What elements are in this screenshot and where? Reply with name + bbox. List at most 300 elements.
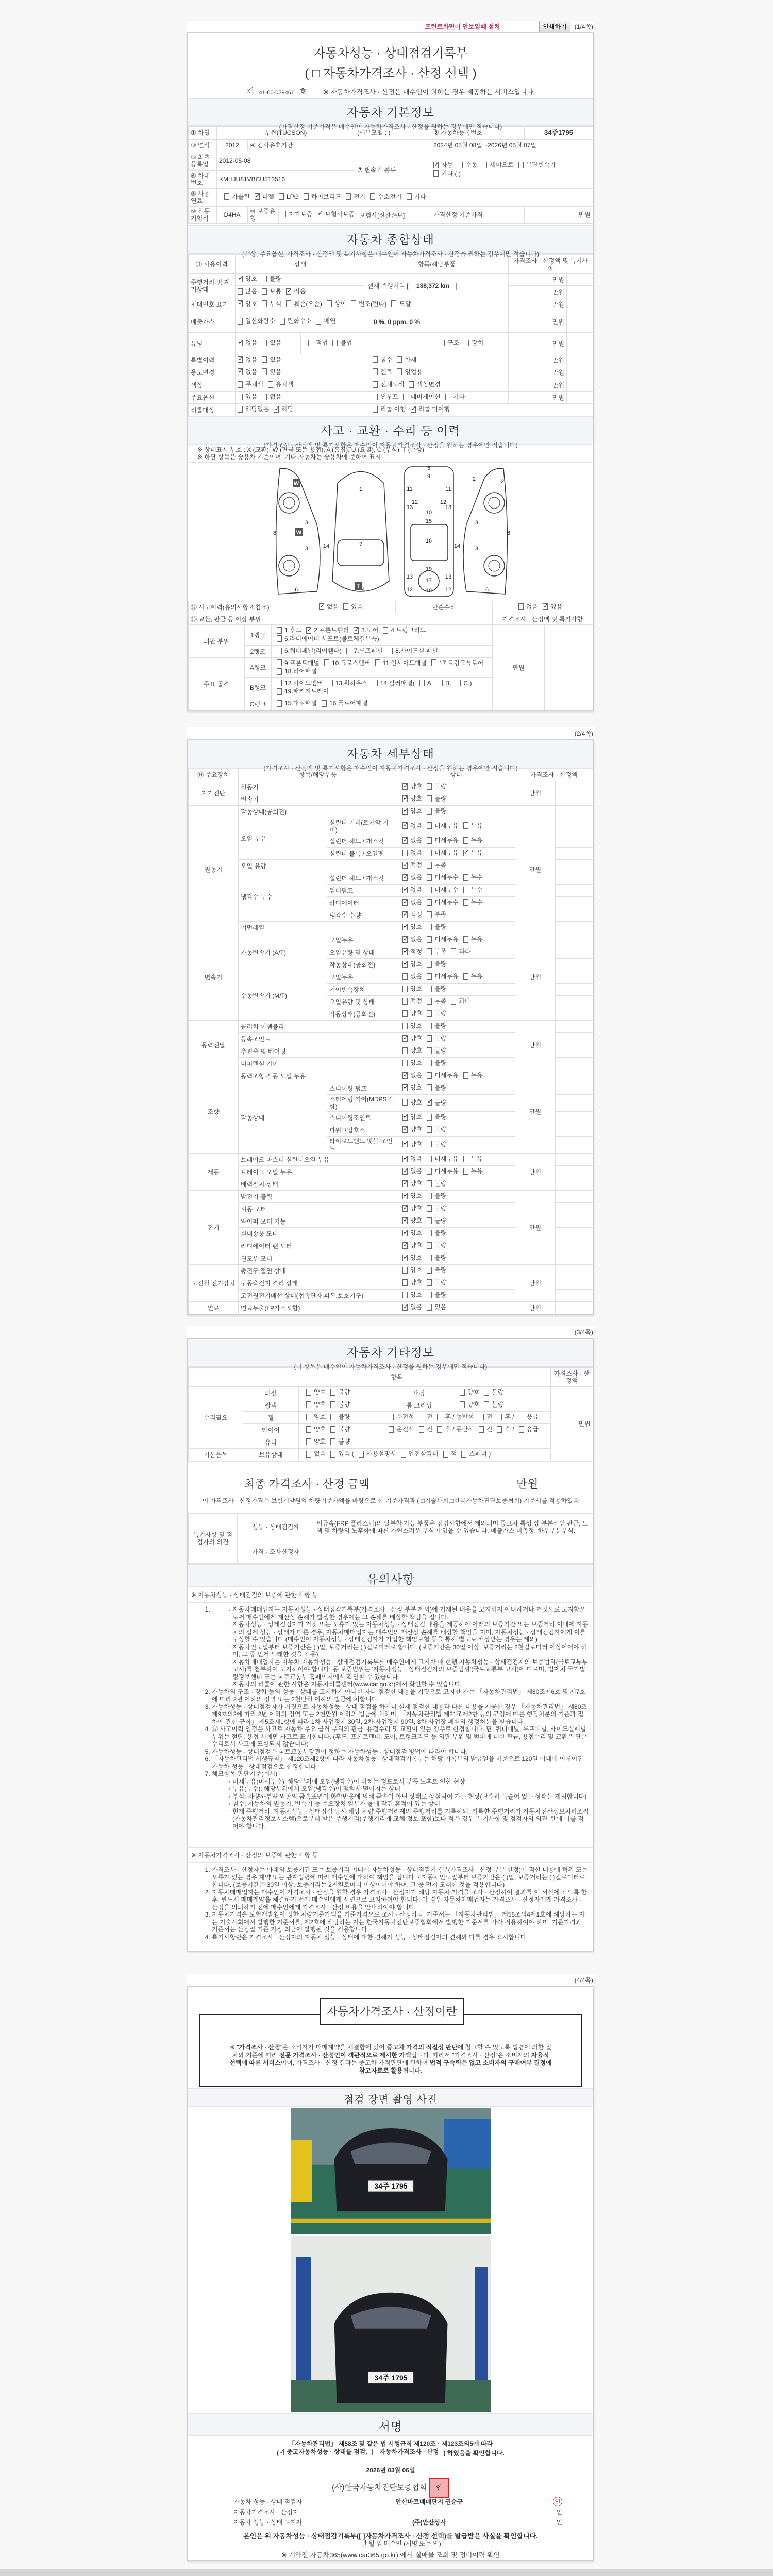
price-input-cell[interactable] — [556, 818, 593, 835]
checkbox-option[interactable] — [464, 339, 483, 346]
checkbox-option[interactable] — [262, 368, 281, 376]
checkbox-option[interactable] — [402, 923, 422, 930]
checkbox-option[interactable] — [330, 1426, 350, 1433]
checked-box-icon[interactable] — [411, 406, 416, 413]
empty-box-icon[interactable] — [277, 680, 282, 686]
checkbox-option[interactable] — [463, 849, 483, 856]
checkbox-option[interactable] — [427, 1099, 446, 1106]
checkbox-option[interactable] — [519, 1413, 539, 1420]
checkbox-option[interactable] — [463, 1155, 483, 1162]
empty-box-icon[interactable] — [403, 394, 408, 400]
checkbox-option[interactable] — [373, 680, 415, 687]
checkbox-option[interactable] — [519, 1426, 539, 1433]
empty-box-icon[interactable] — [463, 973, 468, 980]
print-install-link[interactable]: 프린트화면이 안보일때 설치 — [425, 23, 500, 30]
checkbox-option[interactable] — [401, 1450, 439, 1458]
checkbox-option[interactable] — [463, 1167, 483, 1175]
checkbox-option[interactable] — [443, 1450, 457, 1458]
price-input-cell[interactable] — [556, 909, 593, 922]
checkbox-option[interactable] — [427, 1167, 458, 1175]
checked-box-icon[interactable] — [402, 948, 408, 955]
checkbox-option[interactable] — [461, 1450, 491, 1458]
checked-box-icon[interactable] — [238, 276, 243, 282]
checkbox-option[interactable] — [402, 1126, 422, 1133]
checkbox-option[interactable] — [286, 300, 322, 308]
checked-box-icon[interactable] — [238, 356, 243, 363]
price-input-cell[interactable] — [556, 1124, 593, 1137]
checkbox-option[interactable] — [402, 849, 422, 856]
checkbox-option[interactable] — [402, 1217, 422, 1224]
empty-box-icon[interactable] — [427, 998, 432, 1005]
checkbox-option[interactable] — [238, 300, 257, 308]
checkbox-option[interactable] — [402, 795, 422, 802]
checkbox-option[interactable] — [427, 899, 458, 906]
empty-box-icon[interactable] — [306, 1451, 311, 1458]
empty-box-icon[interactable] — [518, 162, 524, 168]
price-input-cell[interactable] — [556, 1070, 593, 1082]
price-input-cell[interactable] — [556, 984, 593, 996]
empty-box-icon[interactable] — [427, 1072, 432, 1079]
empty-box-icon[interactable] — [402, 1060, 408, 1066]
checkbox-option[interactable] — [402, 1010, 422, 1017]
empty-box-icon[interactable] — [427, 973, 432, 980]
price-input-cell[interactable] — [556, 1203, 593, 1215]
empty-box-icon[interactable] — [456, 680, 461, 686]
price-input-cell[interactable] — [556, 835, 593, 848]
price-input-cell[interactable] — [556, 897, 593, 909]
checkbox-option[interactable] — [351, 300, 386, 308]
empty-box-icon[interactable] — [306, 1401, 311, 1408]
checkbox-option[interactable] — [402, 1084, 422, 1091]
price-input-cell[interactable] — [556, 946, 593, 959]
empty-box-icon[interactable] — [316, 318, 321, 325]
checkbox-option[interactable] — [433, 170, 461, 177]
car365-notice[interactable]: ※ 계약전 자동차365(www.car365.go.kr) 에서 실매물 조회 및 정비이력 확인 — [281, 2551, 500, 2559]
checkbox-option[interactable] — [306, 1438, 326, 1445]
price-input-cell[interactable] — [556, 1240, 593, 1252]
empty-box-icon[interactable] — [443, 1451, 448, 1458]
checkbox-option[interactable] — [238, 368, 257, 376]
empty-box-icon[interactable] — [427, 961, 432, 968]
price-input-cell[interactable] — [556, 1290, 593, 1302]
checkbox-option[interactable] — [330, 1450, 354, 1458]
checkbox-option[interactable] — [427, 1126, 446, 1133]
checkbox-option[interactable] — [402, 822, 422, 829]
empty-box-icon[interactable] — [427, 1292, 432, 1298]
checkbox-option[interactable] — [419, 680, 433, 687]
empty-box-icon[interactable] — [359, 1451, 364, 1458]
checkbox-option[interactable] — [277, 688, 329, 695]
checked-box-icon[interactable] — [402, 899, 408, 906]
empty-box-icon[interactable] — [427, 850, 432, 856]
checkbox-option[interactable] — [460, 1401, 479, 1408]
empty-box-icon[interactable] — [427, 783, 432, 790]
checkbox-option[interactable] — [262, 393, 281, 400]
checked-box-icon[interactable] — [402, 822, 408, 829]
price-input-cell[interactable] — [556, 1178, 593, 1191]
checkbox-option[interactable] — [279, 2448, 367, 2456]
empty-box-icon[interactable] — [238, 394, 243, 400]
checkbox-option[interactable] — [375, 659, 427, 667]
empty-box-icon[interactable] — [427, 1035, 432, 1042]
checkbox-option[interactable] — [484, 1401, 503, 1408]
checkbox-option[interactable] — [427, 1059, 446, 1066]
checkbox-option[interactable] — [427, 1022, 446, 1029]
checkbox-option[interactable] — [319, 603, 339, 611]
empty-box-icon[interactable] — [427, 887, 432, 893]
empty-box-icon[interactable] — [279, 193, 284, 200]
checked-box-icon[interactable] — [402, 837, 408, 844]
empty-box-icon[interactable] — [427, 1180, 432, 1187]
checkbox-option[interactable] — [373, 381, 404, 388]
checkbox-option[interactable] — [497, 1426, 514, 1433]
empty-box-icon[interactable] — [463, 837, 468, 844]
checkbox-option[interactable] — [373, 405, 406, 413]
empty-box-icon[interactable] — [332, 340, 338, 346]
checked-box-icon[interactable] — [402, 961, 408, 968]
price-input-cell[interactable] — [556, 959, 593, 971]
empty-box-icon[interactable] — [427, 822, 432, 829]
price-input-cell[interactable] — [556, 781, 593, 793]
price-input-cell[interactable] — [556, 793, 593, 806]
checkbox-option[interactable] — [427, 985, 446, 992]
checkbox-option[interactable] — [238, 275, 257, 282]
empty-box-icon[interactable] — [427, 1205, 432, 1212]
price-input-cell[interactable] — [556, 1033, 593, 1045]
checked-box-icon[interactable] — [402, 1193, 408, 1199]
empty-box-icon[interactable] — [401, 1451, 406, 1458]
empty-box-icon[interactable] — [262, 276, 267, 282]
checkbox-option[interactable] — [427, 1242, 446, 1249]
empty-box-icon[interactable] — [427, 1304, 432, 1311]
empty-box-icon[interactable] — [324, 659, 329, 666]
checked-box-icon[interactable] — [255, 193, 260, 200]
checkbox-option[interactable] — [268, 381, 294, 388]
empty-box-icon[interactable] — [427, 1047, 432, 1054]
empty-box-icon[interactable] — [463, 899, 468, 906]
checkbox-option[interactable] — [277, 700, 317, 707]
empty-box-icon[interactable] — [427, 1156, 432, 1162]
empty-box-icon[interactable] — [262, 356, 267, 363]
checked-box-icon[interactable] — [427, 1099, 432, 1106]
empty-box-icon[interactable] — [402, 1010, 408, 1017]
checkbox-option[interactable] — [427, 822, 458, 829]
checkbox-option[interactable] — [306, 626, 349, 634]
checked-box-icon[interactable] — [319, 603, 324, 610]
checkbox-option[interactable] — [359, 1450, 396, 1458]
empty-box-icon[interactable] — [402, 1292, 408, 1298]
empty-box-icon[interactable] — [343, 603, 348, 610]
checked-box-icon[interactable] — [402, 1180, 408, 1187]
empty-box-icon[interactable] — [402, 1279, 408, 1286]
empty-box-icon[interactable] — [463, 1168, 468, 1175]
checkbox-option[interactable] — [402, 1192, 422, 1199]
checked-box-icon[interactable] — [402, 783, 408, 790]
checkbox-option[interactable] — [238, 405, 269, 413]
checked-box-icon[interactable] — [543, 603, 548, 610]
price-input-cell[interactable] — [556, 1215, 593, 1228]
checkbox-option[interactable] — [427, 1141, 446, 1148]
price-input-cell[interactable] — [556, 934, 593, 946]
empty-box-icon[interactable] — [262, 368, 267, 375]
price-input-cell[interactable] — [556, 1154, 593, 1166]
empty-box-icon[interactable] — [397, 368, 402, 375]
empty-box-icon[interactable] — [484, 1389, 489, 1396]
empty-box-icon[interactable] — [388, 648, 393, 654]
checkbox-option[interactable] — [373, 368, 392, 376]
empty-box-icon[interactable] — [427, 936, 432, 943]
empty-box-icon[interactable] — [373, 680, 378, 686]
checkbox-option[interactable] — [317, 211, 355, 218]
checked-box-icon[interactable] — [433, 162, 439, 168]
checkbox-option[interactable] — [277, 659, 320, 667]
empty-box-icon[interactable] — [280, 318, 285, 325]
empty-box-icon[interactable] — [351, 300, 356, 307]
checkbox-option[interactable] — [397, 356, 416, 363]
empty-box-icon[interactable] — [383, 627, 388, 634]
checked-box-icon[interactable] — [279, 2449, 284, 2455]
checkbox-option[interactable] — [238, 339, 257, 346]
checked-box-icon[interactable] — [402, 1141, 408, 1147]
empty-box-icon[interactable] — [346, 193, 351, 200]
empty-box-icon[interactable] — [330, 1389, 335, 1396]
checkbox-option[interactable] — [427, 1266, 446, 1274]
price-input-cell[interactable] — [556, 1095, 593, 1112]
checkbox-option[interactable] — [427, 849, 458, 856]
empty-box-icon[interactable] — [519, 1426, 524, 1433]
checkbox-option[interactable] — [262, 339, 281, 346]
empty-box-icon[interactable] — [463, 1156, 468, 1162]
checked-box-icon[interactable] — [402, 808, 408, 815]
price-input-cell[interactable] — [556, 1137, 593, 1154]
empty-box-icon[interactable] — [330, 1426, 335, 1433]
checkbox-option[interactable] — [463, 899, 483, 906]
checkbox-option[interactable] — [388, 647, 438, 654]
checkbox-option[interactable] — [402, 886, 422, 893]
empty-box-icon[interactable] — [427, 1279, 432, 1286]
empty-box-icon[interactable] — [328, 680, 333, 686]
checkbox-option[interactable] — [427, 783, 446, 790]
price-input-cell[interactable] — [556, 1008, 593, 1021]
checkbox-option[interactable] — [373, 356, 392, 363]
checkbox-option[interactable] — [391, 300, 411, 308]
price-input-cell[interactable] — [556, 1302, 593, 1314]
empty-box-icon[interactable] — [370, 193, 375, 200]
empty-box-icon[interactable] — [277, 700, 282, 707]
checkbox-option[interactable] — [402, 1099, 422, 1106]
checkbox-option[interactable] — [324, 659, 371, 667]
checked-box-icon[interactable] — [317, 211, 322, 217]
checkbox-option[interactable] — [402, 1113, 422, 1121]
empty-box-icon[interactable] — [277, 659, 282, 666]
checkbox-option[interactable] — [427, 1279, 446, 1286]
checkbox-option[interactable] — [437, 1413, 474, 1420]
empty-box-icon[interactable] — [427, 1126, 432, 1133]
checkbox-option[interactable] — [419, 1413, 433, 1420]
empty-box-icon[interactable] — [497, 1426, 502, 1433]
checkbox-option[interactable] — [427, 1229, 446, 1236]
checked-box-icon[interactable] — [238, 368, 243, 375]
checkbox-option[interactable] — [383, 626, 426, 634]
empty-box-icon[interactable] — [397, 356, 402, 363]
empty-box-icon[interactable] — [427, 1168, 432, 1175]
checkbox-option[interactable] — [427, 1217, 446, 1224]
checked-box-icon[interactable] — [402, 911, 408, 918]
checkbox-option[interactable] — [427, 807, 446, 815]
checkbox-option[interactable] — [274, 405, 293, 413]
price-input-cell[interactable] — [556, 1191, 593, 1203]
checked-box-icon[interactable] — [402, 1168, 408, 1175]
checkbox-option[interactable] — [402, 1047, 422, 1054]
checkbox-option[interactable] — [389, 1413, 414, 1420]
checkbox-option[interactable] — [427, 923, 446, 930]
checkbox-option[interactable] — [402, 1279, 422, 1286]
checkbox-option[interactable] — [304, 193, 341, 200]
price-input-cell[interactable] — [556, 1265, 593, 1277]
empty-box-icon[interactable] — [373, 368, 378, 375]
checkbox-option[interactable] — [354, 626, 378, 634]
checkbox-option[interactable] — [427, 911, 446, 918]
checkbox-option[interactable] — [463, 973, 483, 980]
checkbox-option[interactable] — [497, 1413, 514, 1420]
checked-box-icon[interactable] — [402, 1230, 408, 1236]
checkbox-option[interactable] — [277, 668, 317, 675]
checkbox-option[interactable] — [518, 603, 538, 611]
checkbox-option[interactable] — [330, 1401, 350, 1408]
checkbox-option[interactable] — [411, 405, 450, 413]
empty-box-icon[interactable] — [427, 808, 432, 815]
checkbox-option[interactable] — [373, 393, 398, 400]
price-input-cell[interactable] — [556, 1228, 593, 1240]
checkbox-option[interactable] — [238, 317, 275, 325]
checkbox-option[interactable] — [463, 1072, 483, 1079]
empty-box-icon[interactable] — [427, 1255, 432, 1261]
empty-box-icon[interactable] — [330, 1414, 335, 1420]
checkbox-option[interactable] — [433, 161, 453, 168]
checkbox-option[interactable] — [427, 1072, 458, 1079]
checkbox-option[interactable] — [463, 837, 483, 844]
checkbox-option[interactable] — [463, 936, 483, 943]
empty-box-icon[interactable] — [238, 318, 243, 325]
price-input-cell[interactable] — [556, 1045, 593, 1058]
checkbox-option[interactable] — [402, 997, 422, 1005]
empty-box-icon[interactable] — [304, 193, 309, 200]
checkbox-option[interactable] — [402, 1155, 422, 1162]
checkbox-option[interactable] — [427, 1180, 446, 1187]
checkbox-option[interactable] — [280, 317, 311, 325]
checkbox-option[interactable] — [306, 1413, 326, 1420]
checkbox-option[interactable] — [518, 161, 556, 168]
empty-box-icon[interactable] — [327, 300, 332, 307]
checkbox-option[interactable] — [484, 1388, 503, 1396]
checkbox-option[interactable] — [407, 193, 426, 200]
empty-box-icon[interactable] — [402, 1047, 408, 1054]
checkbox-option[interactable] — [427, 1291, 446, 1298]
checkbox-option[interactable] — [277, 626, 301, 634]
checkbox-option[interactable] — [463, 874, 483, 881]
empty-box-icon[interactable] — [372, 2449, 377, 2455]
checked-box-icon[interactable] — [286, 288, 291, 295]
checkbox-option[interactable] — [402, 899, 422, 906]
empty-box-icon[interactable] — [419, 1414, 424, 1420]
empty-box-icon[interactable] — [375, 659, 380, 666]
print-button[interactable]: 인쇄하기 — [539, 21, 570, 32]
checkbox-option[interactable] — [277, 680, 323, 687]
price-input-cell[interactable] — [556, 1112, 593, 1124]
checkbox-option[interactable] — [343, 603, 363, 611]
checked-box-icon[interactable] — [402, 1084, 408, 1091]
checkbox-option[interactable] — [316, 317, 335, 325]
checkbox-option[interactable] — [402, 1254, 422, 1261]
price-input-cell[interactable] — [556, 1082, 593, 1095]
empty-box-icon[interactable] — [451, 998, 456, 1005]
checkbox-option[interactable] — [262, 275, 281, 282]
checkbox-option[interactable] — [427, 861, 446, 869]
checkbox-option[interactable] — [238, 356, 257, 363]
checkbox-option[interactable] — [427, 997, 446, 1005]
empty-box-icon[interactable] — [427, 1267, 432, 1274]
checkbox-option[interactable] — [262, 356, 281, 363]
checkbox-option[interactable] — [262, 300, 281, 308]
checkbox-option[interactable] — [402, 973, 422, 980]
checkbox-option[interactable] — [403, 393, 441, 400]
empty-box-icon[interactable] — [427, 1060, 432, 1066]
empty-box-icon[interactable] — [427, 1217, 432, 1224]
empty-box-icon[interactable] — [451, 948, 456, 955]
empty-box-icon[interactable] — [402, 1099, 408, 1106]
price-input-cell[interactable] — [556, 1021, 593, 1033]
checkbox-option[interactable] — [389, 1426, 414, 1433]
checkbox-option[interactable] — [332, 339, 352, 346]
checked-box-icon[interactable] — [402, 1072, 408, 1079]
price-input-cell[interactable] — [556, 971, 593, 984]
empty-box-icon[interactable] — [389, 1426, 394, 1433]
empty-box-icon[interactable] — [306, 1426, 311, 1433]
empty-box-icon[interactable] — [277, 668, 282, 675]
checkbox-option[interactable] — [402, 960, 422, 968]
checkbox-option[interactable] — [427, 1192, 446, 1199]
checkbox-option[interactable] — [402, 1229, 422, 1236]
checkbox-option[interactable] — [370, 193, 401, 200]
price-input-cell[interactable] — [556, 848, 593, 860]
price-input-cell[interactable] — [556, 885, 593, 897]
checkbox-option[interactable] — [463, 822, 483, 829]
empty-box-icon[interactable] — [224, 193, 229, 200]
empty-box-icon[interactable] — [497, 1414, 502, 1420]
empty-box-icon[interactable] — [464, 340, 469, 346]
empty-box-icon[interactable] — [479, 1426, 484, 1433]
empty-box-icon[interactable] — [330, 1401, 335, 1408]
checkbox-option[interactable] — [440, 339, 459, 346]
checked-box-icon[interactable] — [402, 1304, 408, 1311]
empty-box-icon[interactable] — [479, 1414, 484, 1420]
checkbox-option[interactable] — [409, 381, 440, 388]
empty-box-icon[interactable] — [409, 381, 414, 388]
checkbox-option[interactable] — [346, 193, 365, 200]
checked-box-icon[interactable] — [402, 1156, 408, 1162]
empty-box-icon[interactable] — [402, 998, 408, 1005]
checked-box-icon[interactable] — [402, 1255, 408, 1261]
empty-box-icon[interactable] — [330, 1451, 335, 1458]
empty-box-icon[interactable] — [519, 1414, 524, 1420]
checkbox-option[interactable] — [238, 287, 257, 295]
checkbox-option[interactable] — [330, 1438, 350, 1445]
empty-box-icon[interactable] — [238, 381, 243, 388]
empty-box-icon[interactable] — [407, 193, 412, 200]
empty-box-icon[interactable] — [427, 1114, 432, 1121]
empty-box-icon[interactable] — [438, 680, 443, 686]
checkbox-option[interactable] — [427, 1155, 458, 1162]
